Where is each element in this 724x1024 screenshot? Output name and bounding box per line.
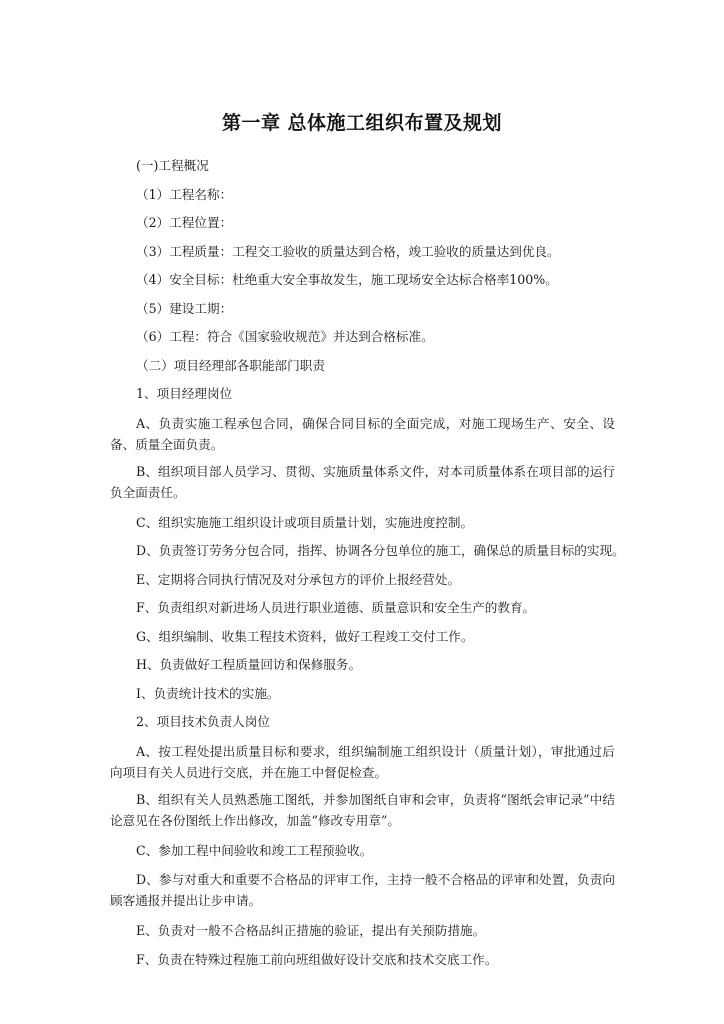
tech-duty-e: E、负责对一般不合格品纠正措施的验证，提出有关预防措施。: [136, 923, 486, 938]
section-heading-overview: (一)工程概况: [136, 158, 209, 173]
document-body: [110, 152, 625, 974]
manager-duty-e: E、定期将合同执行情况及对分承包方的评价上报经营处。: [136, 571, 461, 587]
project-name-line: （1）工程名称：: [136, 186, 233, 202]
manager-duty-h: H、负责做好工程质量回访和保修服务。: [136, 657, 362, 672]
project-standard-line: （6）工程：符合《国家验收规范》并达到合格标准。: [136, 329, 434, 344]
manager-duty-i: I、负责统计技术的实施。: [136, 685, 280, 701]
subsection-heading-tech-lead: 2、项目技术负责人岗位: [136, 714, 270, 729]
manager-duty-f: F、负责组织对新进场人员进行职业道德、质量意识和安全生产的教育。: [136, 600, 536, 615]
chapter-title: 第一章 总体施工组织布置及规划: [221, 112, 503, 134]
manager-duty-c: C、组织实施施工组织设计或项目质量计划，实施进度控制。: [136, 514, 474, 530]
construction-period-line: （5）建设工期：: [136, 300, 233, 316]
manager-duty-d: D、负责签订劳务分包合同，指挥、协调各分包单位的施工，确保总的质量目标的实现。: [136, 543, 625, 558]
tech-duty-c: C、参加工程中间验收和竣工工程预验收。: [136, 842, 373, 858]
manager-duty-b: B、组织项目部人员学习、贯彻、实施质量体系文件，对本司质量体系在项目部的运行负全面责任。: [110, 463, 615, 500]
safety-goal-line: （4）安全目标：杜绝重大安全事故发生，施工现场安全达标合格率100%。: [136, 272, 558, 287]
project-quality-line: （3）工程质量：工程交工验收的质量达到合格，竣工验收的质量达到优良。: [136, 243, 560, 259]
manager-duty-g: G、组织编制、收集工程技术资料，做好工程竣工交付工作。: [136, 628, 474, 644]
tech-duty-a: A、按工程处提出质量目标和要求，组织编制施工组织设计（质量计划），审批通过后向项目有关人员进行交底，并在施工中督促检查。: [110, 743, 615, 780]
tech-duty-b: B、组织有关人员熟悉施工图纸，并参加图纸自审和会审，负责将“图纸会审记录”中结论意见在各份图纸上作出修改，加盖“修改专用章”。: [110, 791, 615, 828]
tech-duty-d: D、参与对重大和重要不合格品的评审工作，主持一般不合格品的评审和处置，负责向顾客通报并提出让步申请。: [110, 872, 615, 908]
project-location-line: （2）工程位置：: [136, 215, 233, 230]
subsection-heading-manager: 1、项目经理岗位: [136, 386, 233, 401]
section-heading-duties: （二）项目经理部各职能部门职责: [136, 357, 325, 373]
tech-duty-f: F、负责在特殊过程施工前向班组做好设计交底和技术交底工作。: [136, 951, 498, 967]
manager-duty-a: A、负责实施工程承包合同，确保合同目标的全面完成，对施工现场生产、安全、设备、质量全面负责。: [110, 415, 615, 452]
